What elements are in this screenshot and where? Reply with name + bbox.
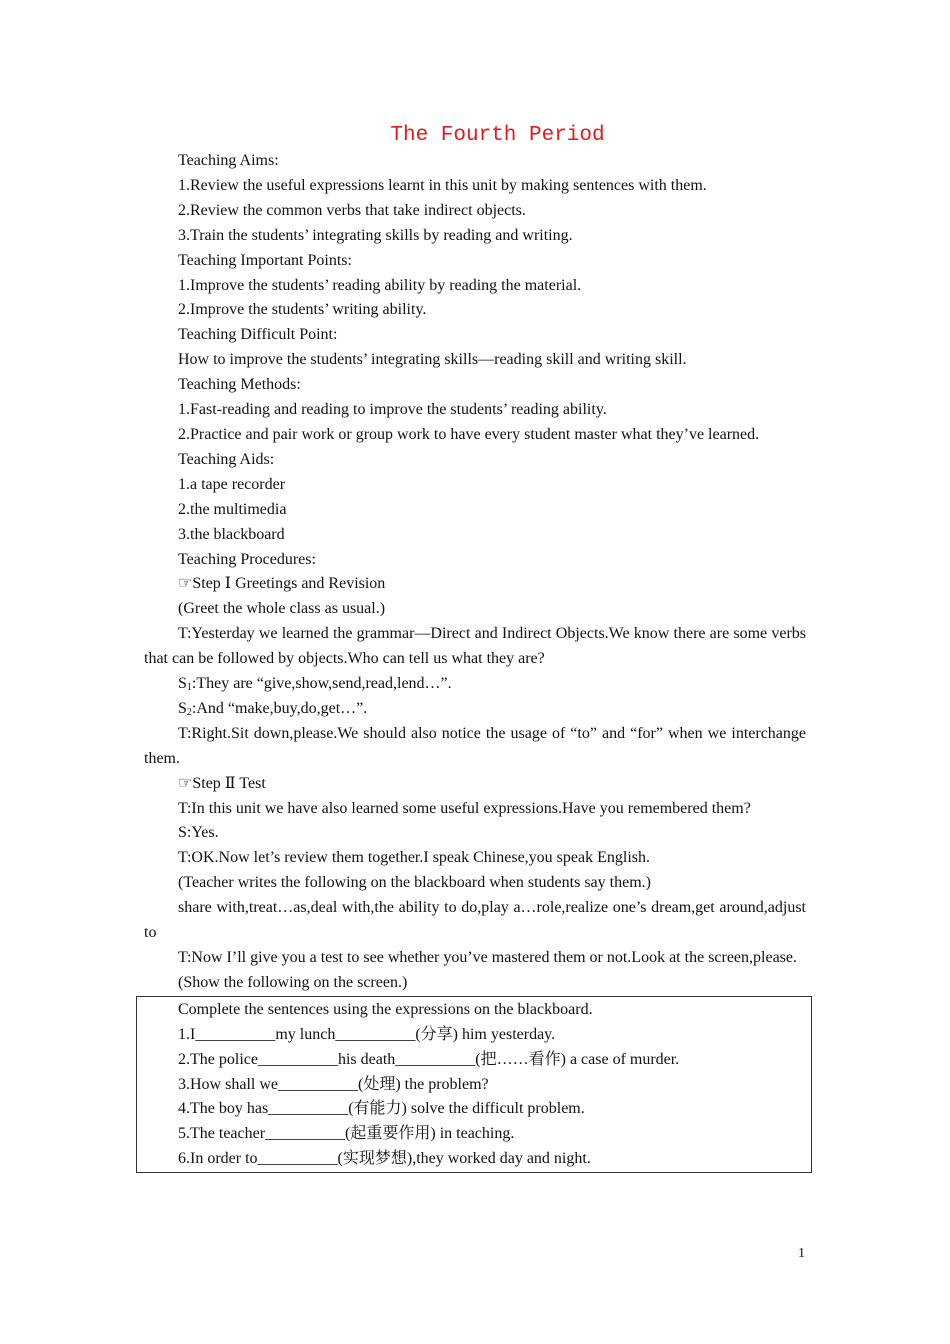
exercise-instruction: Complete the sentences using the expressions on the blackboard.	[178, 1000, 593, 1018]
document-body	[144, 149, 806, 1173]
speaker-subscript: 2	[186, 706, 192, 718]
page-number: 1	[798, 1246, 805, 1261]
step-2-heading: ☞Step Ⅱ Test	[178, 774, 266, 792]
aid-2: 2.the multimedia	[178, 500, 287, 518]
teacher-line-5: T:Now I’ll give you a test to see whether you’ve mastered them or not.Look at the screen,please.	[178, 949, 797, 966]
teacher-line-3: T:In this unit we have also learned some useful expressions.Have you remembered them?	[178, 799, 751, 817]
student-line-1	[144, 672, 806, 697]
aim-1: 1.Review the useful expressions learnt in this unit by making sentences with them.	[178, 176, 707, 194]
student-line-2-text: :And “make,buy,do,get…”.	[191, 699, 368, 717]
exercise-box	[136, 996, 812, 1173]
step-1-heading: ☞Step Ⅰ Greetings and Revision	[178, 575, 386, 593]
exercise-item-5: 5.The teacher__________(起重要作用) in teaching.	[178, 1125, 515, 1143]
student-line-3: S:Yes.	[178, 824, 219, 842]
greet-note: (Greet the whole class as usual.)	[178, 600, 386, 618]
important-points-heading: Teaching Important Points:	[178, 251, 352, 269]
teacher-line-4: T:OK.Now let’s review them together.I speak Chinese,you speak English.	[178, 849, 650, 867]
aim-3: 3.Train the students’ integrating skills by reading and writing.	[178, 226, 573, 244]
method-1: 1.Fast-reading and reading to improve the students’ reading ability.	[178, 401, 607, 419]
student-line-2	[144, 697, 806, 722]
blackboard-note: (Teacher writes the following on the blackboard when students say them.)	[178, 874, 651, 892]
difficult-point-1: How to improve the students’ integrating skills—reading skill and writing skill.	[178, 351, 687, 369]
aid-1: 1.a tape recorder	[178, 475, 286, 493]
point-2: 2.Improve the students’ writing ability.	[178, 301, 427, 319]
aim-2: 2.Review the common verbs that take indirect objects.	[178, 201, 526, 219]
speaker-subscript: 1	[186, 682, 192, 694]
speaker-label: S	[178, 699, 187, 717]
aid-3: 3.the blackboard	[178, 525, 285, 543]
teacher-line-1: T:Yesterday we learned the grammar—Direct and Indirect Objects.We know there are some verbs that can be followed by objects.Who can tell us what they are?	[144, 625, 806, 668]
exercise-item-1: 1.I__________my lunch__________(分享) him yesterday.	[178, 1025, 556, 1043]
student-line-1-text: :They are “give,show,send,read,lend…”.	[191, 675, 452, 693]
exercise-item-4: 4.The boy has__________(有能力) solve the difficult problem.	[178, 1100, 585, 1118]
exercise-item-2: 2.The police__________his death__________(把……看作) a case of murder.	[178, 1050, 680, 1068]
exercise-item-6: 6.In order to__________(实现梦想),they worked day and night.	[178, 1150, 591, 1168]
speaker-label: S	[178, 675, 187, 693]
exercise-item-3: 3.How shall we__________(处理) the problem?	[178, 1075, 489, 1093]
point-1: 1.Improve the students’ reading ability by reading the material.	[178, 276, 582, 294]
expressions-list: share with,treat…as,deal with,the ability to do,play a…role,realize one’s dream,get around,adjust to	[144, 899, 806, 942]
teacher-line-2: T:Right.Sit down,please.We should also notice the usage of “to” and “for” when we interchange them.	[144, 724, 806, 767]
method-2: 2.Practice and pair work or group work to have every student master what they’ve learned.	[178, 425, 760, 443]
screen-note: (Show the following on the screen.)	[178, 973, 408, 991]
methods-heading: Teaching Methods:	[178, 376, 301, 394]
aids-heading: Teaching Aids:	[178, 450, 275, 468]
aims-heading: Teaching Aims:	[178, 152, 279, 169]
procedures-heading: Teaching Procedures:	[178, 550, 316, 568]
difficult-point-heading: Teaching Difficult Point:	[178, 326, 338, 344]
page-title: The Fourth Period	[390, 124, 605, 147]
